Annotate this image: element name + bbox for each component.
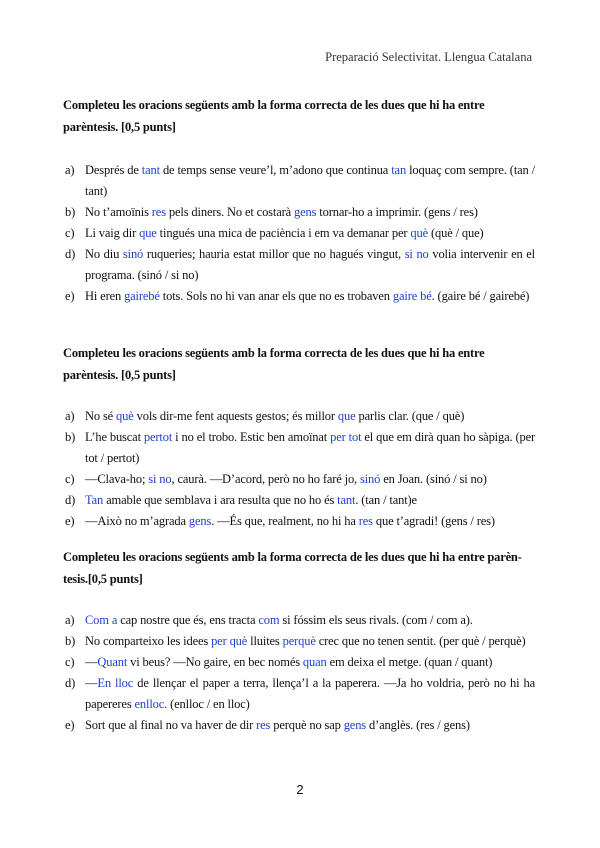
answer-word: Quant [97,655,128,669]
list-item [63,160,535,202]
list-item [63,610,535,631]
sentence-text: loquaç com sempre. (tan / tant) [85,163,535,198]
answer-word: En lloc [97,676,134,690]
sentence-text: L’he buscat [85,430,144,444]
sentence-text: — [85,655,98,669]
answer-word: que [139,226,157,240]
list-item [63,511,535,532]
item-marker: a) [65,409,75,423]
sentence-text: . —És que, realment, no hi ha [211,514,359,528]
list-item [63,427,535,469]
sentence-text: . (tan / tant)e [355,493,417,507]
sentence-text: que t’agradi! (gens / res) [372,514,495,528]
answer-word: Tan [85,493,104,507]
answer-word: gaire bé [392,289,432,303]
sentence-text: (enlloc / en lloc) [167,697,250,711]
answer-word: per tot [330,430,362,444]
answer-word: res [256,718,271,732]
answer-word: gairebé [124,289,160,303]
sentence-text: Hi eren [85,289,125,303]
answer-word: quan [302,655,327,669]
sentence-text: amable que semblava i ara resulta que no ho és [103,493,338,507]
exercise-section-2 [63,342,535,532]
sentence-text: , caurà. —D’acord, però no ho faré jo, [171,472,361,486]
sentence-text: volia intervenir en el programa. (sinó / si no) [85,247,535,282]
answer-word: què [410,226,429,240]
sentence-text: . (gaire bé / gairebé) [431,289,530,303]
sentence-text: si fóssim els seus rivals. (com / com a). [279,613,473,627]
answer-word: res [358,514,373,528]
item-marker: c) [65,472,75,486]
sentence-text: lluites [247,634,283,648]
answer-word: gens [294,205,317,219]
sentence-text: No comparteixo les idees [85,634,212,648]
page-header: Preparació Selectivitat. Llengua Catalana [325,50,532,64]
exercise-section-1 [63,94,535,307]
answer-word: si no [148,472,172,486]
sentence-text: Li vaig dir [85,226,140,240]
sentence-text: cap nostre que és, ens tracta [117,613,259,627]
sentence-text: ruqueries; hauria estat millor que no hagués vingut, [143,247,405,261]
answer-word: que [337,409,356,423]
item-marker: e) [65,289,75,303]
answer-word: sinó [360,472,381,486]
exercise-section-3 [63,546,535,736]
answer-word: tant [141,163,160,177]
list-item [63,286,535,307]
item-marker: b) [65,205,76,219]
answer-word: sinó [122,247,144,261]
list-item [63,202,535,223]
list-item [63,673,535,715]
answer-list [63,406,535,532]
list-item [63,469,535,490]
list-item [63,631,535,652]
answer-word: com [258,613,280,627]
answer-word: enlloc. [134,697,168,711]
section-title: Completeu les oracions següents amb la forma correcta de les dues que hi ha entre parèn-tesis.[0,5 punts] [63,550,522,586]
answer-word: què [116,409,134,423]
sentence-text: parlis clar. (que / què) [355,409,465,423]
sentence-text: No sé [85,409,117,423]
sentence-text: d’anglès. (res / gens) [366,718,470,732]
sentence-text: — [85,676,98,690]
item-marker: a) [65,163,75,177]
list-item [63,406,535,427]
answer-word: Com a [85,613,118,627]
sentence-text: No t’amoïnis [85,205,152,219]
item-marker: c) [65,226,75,240]
answer-word: gens [343,718,367,732]
sentence-text: crec que no tenen sentit. (per què / perquè) [315,634,526,648]
page-number: 2 [296,782,304,797]
sentence-text: em deixa el metge. (quan / quant) [326,655,493,669]
answer-word: pertot [143,430,173,444]
item-marker: d) [65,676,76,690]
answer-word: per què [211,634,248,648]
answer-list [63,160,535,307]
item-marker: e) [65,514,75,528]
sentence-text: el que em dirà quan ho sàpiga. (per tot / pertot) [85,430,536,465]
sentence-text: vi beus? —No gaire, en bec només [127,655,303,669]
sentence-text: i no el trobo. Estic ben amoïnat [172,430,331,444]
sentence-text: en Joan. (sinó / si no) [380,472,487,486]
answer-word: gens [188,514,212,528]
item-marker: c) [65,655,75,669]
sentence-text: pels diners. No et costarà [165,205,294,219]
sentence-text: tots. Sols no hi van anar els que no es trobaven [159,289,393,303]
sentence-text: perquè no sap [270,718,344,732]
sentence-text: de llençar el paper a terra, llença’l a la paperera. —Ja ho voldria, però no hi ha papereres [85,676,535,711]
sentence-text: tingués una mica de paciència i em va demanar per [156,226,411,240]
item-marker: b) [65,430,76,444]
answer-list [63,610,535,736]
item-marker: a) [65,613,75,627]
sentence-text: Després de [85,163,142,177]
section-title: Completeu les oracions següents amb la forma correcta de les dues que hi ha entre parèntesis. [0,5 punts] [63,98,485,134]
answer-word: res [151,205,166,219]
sentence-text: Sort que al final no va haver de dir [85,718,257,732]
sentence-text: —Clava-ho; [85,472,149,486]
item-marker: d) [65,247,76,261]
item-marker: e) [65,718,75,732]
sentence-text: tornar-ho a imprimir. (gens / res) [316,205,478,219]
list-item [63,244,535,286]
list-item [63,715,535,736]
answer-word: tan [391,163,407,177]
sentence-text: —Això no m’agrada [85,514,189,528]
sentence-text: de temps sense veure’l, m’adono que continua [159,163,392,177]
list-item [63,652,535,673]
section-title: Completeu les oracions següents amb la forma correcta de les dues que hi ha entre parèntesis. [0,5 punts] [63,346,485,382]
list-item [63,490,535,511]
item-marker: d) [65,493,76,507]
sentence-text: No diu [85,247,123,261]
answer-word: perquè [282,634,316,648]
sentence-text: (què / que) [428,226,484,240]
answer-word: si no [404,247,429,261]
list-item [63,223,535,244]
sentence-text: vols dir-me fent aquests gestos; és millor [133,409,338,423]
item-marker: b) [65,634,76,648]
answer-word: tant [337,493,356,507]
